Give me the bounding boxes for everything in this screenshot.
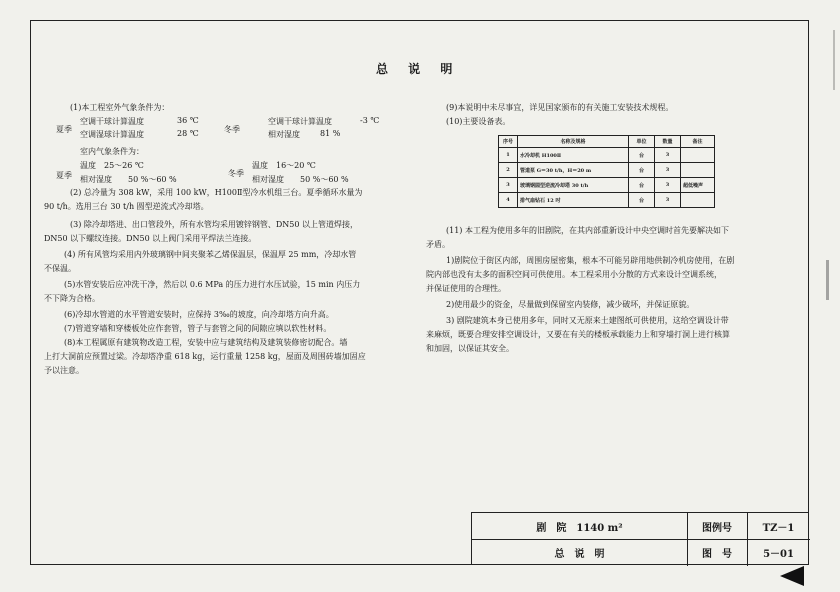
note-11-item-3: [426, 314, 730, 356]
note-6-line-1: (6)冷却水管道的水平管道安装时，应保持 3‰的坡度，向冷却塔方向升高。: [64, 310, 334, 319]
note-11-line-1: (11) 本工程为使用多年的旧剧院，在其内部重新设计中央空调时首先要解决如下: [446, 226, 729, 235]
table-row: [499, 148, 715, 163]
note-11-item-1-line-3: 并保证使用的合理性。: [426, 284, 506, 293]
note-11: [426, 224, 729, 252]
note-11-item-1-line-1: 1)剧院位于街区内部，周围房屋密集，根本不可能另辟用地供制冷机房使用，在剧: [446, 256, 735, 265]
note-8-line-3: 予以注意。: [44, 366, 84, 375]
indoor-summer-temp: 温度 25～26 ℃: [80, 161, 144, 170]
winter-rh-label: 相对湿度: [268, 130, 300, 139]
table-header-cell: 数量: [655, 136, 681, 148]
table-cell: 超低噪声: [681, 178, 715, 193]
table-row: [499, 163, 715, 178]
summer-dry-bulb-label: 空调干球计算温度: [80, 117, 144, 126]
table-header-cell: 单位: [629, 136, 655, 148]
note-6: [44, 308, 334, 322]
indoor-summer-label: 夏季: [56, 171, 72, 180]
table-cell: 3: [655, 178, 681, 193]
example-number-value: TZ－1: [762, 522, 795, 534]
sheet-name: 总 说 明: [554, 549, 605, 560]
note-11-item-2: [426, 298, 694, 312]
note-4: [44, 248, 356, 276]
note-11-item-3-line-1: 3) 剧院建筑本身已使用多年，同时又无原来土建图纸可供使用，这给空调设计带: [446, 316, 729, 325]
project-name: 剧 院 1140 m²: [536, 522, 623, 534]
indoor-summer-rh: 相对湿度 50 %～60 %: [80, 175, 177, 184]
note-11-item-1-line-2: 院内部也没有太多的面积空间可供使用。本工程采用小分散的方式来设计空调系统，: [426, 270, 722, 279]
indoor-winter-rh: 相对湿度 50 %～60 %: [252, 175, 349, 184]
table-cell: 3: [655, 148, 681, 163]
note-3-line-2: DN50 以下螺纹连接。DN50 以上阀门采用平焊法兰连接。: [44, 234, 257, 243]
note-4-line-2: 不保温。: [44, 264, 76, 273]
indoor-winter-label: 冬季: [228, 169, 244, 178]
example-number-label: 图例号: [702, 522, 732, 534]
winter-dry-bulb-label: 空调干球计算温度: [268, 117, 332, 126]
table-cell: 4: [499, 193, 518, 208]
outdoor-conditions-heading: (1)本工程室外气象条件为：: [70, 103, 170, 112]
table-header-cell: 名称及规格: [518, 136, 629, 148]
drawing-number-label: 图 号: [702, 549, 732, 560]
summer-wet-bulb-label: 空调湿球计算温度: [80, 130, 144, 139]
indoor-winter-temp: 温度 16～20 ℃: [252, 161, 316, 170]
note-3: [44, 218, 358, 246]
note-5-line-2: 不下降为合格。: [44, 294, 100, 303]
winter-rh-value: 81 %: [320, 129, 341, 138]
note-2-line-1: (2) 总冷量为 308 kW，采用 100 kW，H100Ⅱ型冷水机组三台。夏季循环水量为: [70, 188, 363, 197]
table-row: [499, 178, 715, 193]
summer-label: 夏季: [56, 125, 72, 134]
note-11-item-2-line-1: 2)使用最少的资金，尽量做到保留室内装修，减少破坏，并保证原貌。: [446, 300, 695, 309]
table-header-row: [499, 136, 715, 148]
table-header-cell: 序号: [499, 136, 518, 148]
indoor-conditions-heading: 室内气象条件为：: [80, 147, 144, 156]
scan-mark: [833, 30, 835, 90]
note-11-item-3-line-3: 和加固，以保证其安全。: [426, 344, 514, 353]
note-8: [44, 336, 366, 378]
table-cell: 玻璃钢圆型逆流冷却塔 30 t/h: [518, 178, 629, 193]
table-cell: 排气扇钻石 12 吋: [518, 193, 629, 208]
table-cell: 台: [629, 178, 655, 193]
table-cell: 台: [629, 193, 655, 208]
table-cell: 管道泵 G＝30 t/h，H＝20 m: [518, 163, 629, 178]
equipment-table: [498, 135, 715, 208]
note-11-item-3-line-2: 来麻烦，既要合理安排空调设计，又要在有关的楼板承载能力上和穿墙打洞上进行核算: [426, 330, 730, 339]
table-cell: 1: [499, 148, 518, 163]
winter-dry-bulb-value: -3 ℃: [360, 116, 380, 125]
summer-wet-bulb-value: 28 ℃: [177, 129, 199, 138]
title-block: [471, 512, 809, 565]
table-cell: 水冷却机 H100Ⅱ: [518, 148, 629, 163]
note-8-line-2: 上打大洞前应预置过梁。冷却塔净重 618 kg，运行重量 1258 kg，屋面及周围砖墙加固应: [44, 352, 366, 361]
table-cell: [681, 163, 715, 178]
table-row: [499, 193, 715, 208]
note-2-line-2: 90 t/h。选用三台 30 t/h 圆型逆流式冷却塔。: [44, 202, 209, 211]
table-cell: 2: [499, 163, 518, 178]
note-5: [44, 278, 360, 306]
table-cell: 台: [629, 148, 655, 163]
table-header-cell: 备注: [681, 136, 715, 148]
note-9: (9)本说明中未尽事宜，详见国家颁布的有关施工安装技术规程。: [446, 103, 674, 112]
table-cell: 3: [655, 163, 681, 178]
drawing-number-value: 5－01: [763, 549, 794, 560]
note-8-line-1: (8)本工程属原有建筑物改造工程，安装中应与建筑结构及建筑装修密切配合。墙: [64, 338, 348, 347]
table-cell: 台: [629, 163, 655, 178]
note-11-line-2: 矛盾。: [426, 240, 450, 249]
note-7-line-1: (7)管道穿墙和穿楼板处应作套管，管子与套管之间的间隙应填以软性材料。: [64, 324, 332, 333]
note-3-line-1: (3) 除冷却塔进、出口管段外，所有水管均采用镀锌钢管、DN50 以上管道焊接，: [70, 220, 359, 229]
page-turn-arrow-icon: [780, 566, 804, 586]
table-cell: [681, 148, 715, 163]
page-title: 总 说 明: [376, 62, 461, 76]
winter-label: 冬季: [224, 125, 240, 134]
note-5-line-1: (5)水管安装后应冲洗干净，然后以 0.6 MPa 的压力进行水压试验，15 min 内压力: [64, 280, 361, 289]
scan-mark: [826, 260, 829, 300]
table-cell: 3: [655, 193, 681, 208]
note-10: (10)主要设备表。: [446, 117, 511, 126]
note-11-item-1: [426, 254, 734, 296]
table-cell: 3: [499, 178, 518, 193]
table-cell: [681, 193, 715, 208]
note-7: [44, 322, 331, 336]
note-4-line-1: (4) 所有风管均采用内外玻璃钢中间夹聚苯乙烯保温层，保温厚 25 mm，冷却水管: [64, 250, 357, 259]
summer-dry-bulb-value: 36 ℃: [177, 116, 199, 125]
note-2: [44, 186, 362, 214]
